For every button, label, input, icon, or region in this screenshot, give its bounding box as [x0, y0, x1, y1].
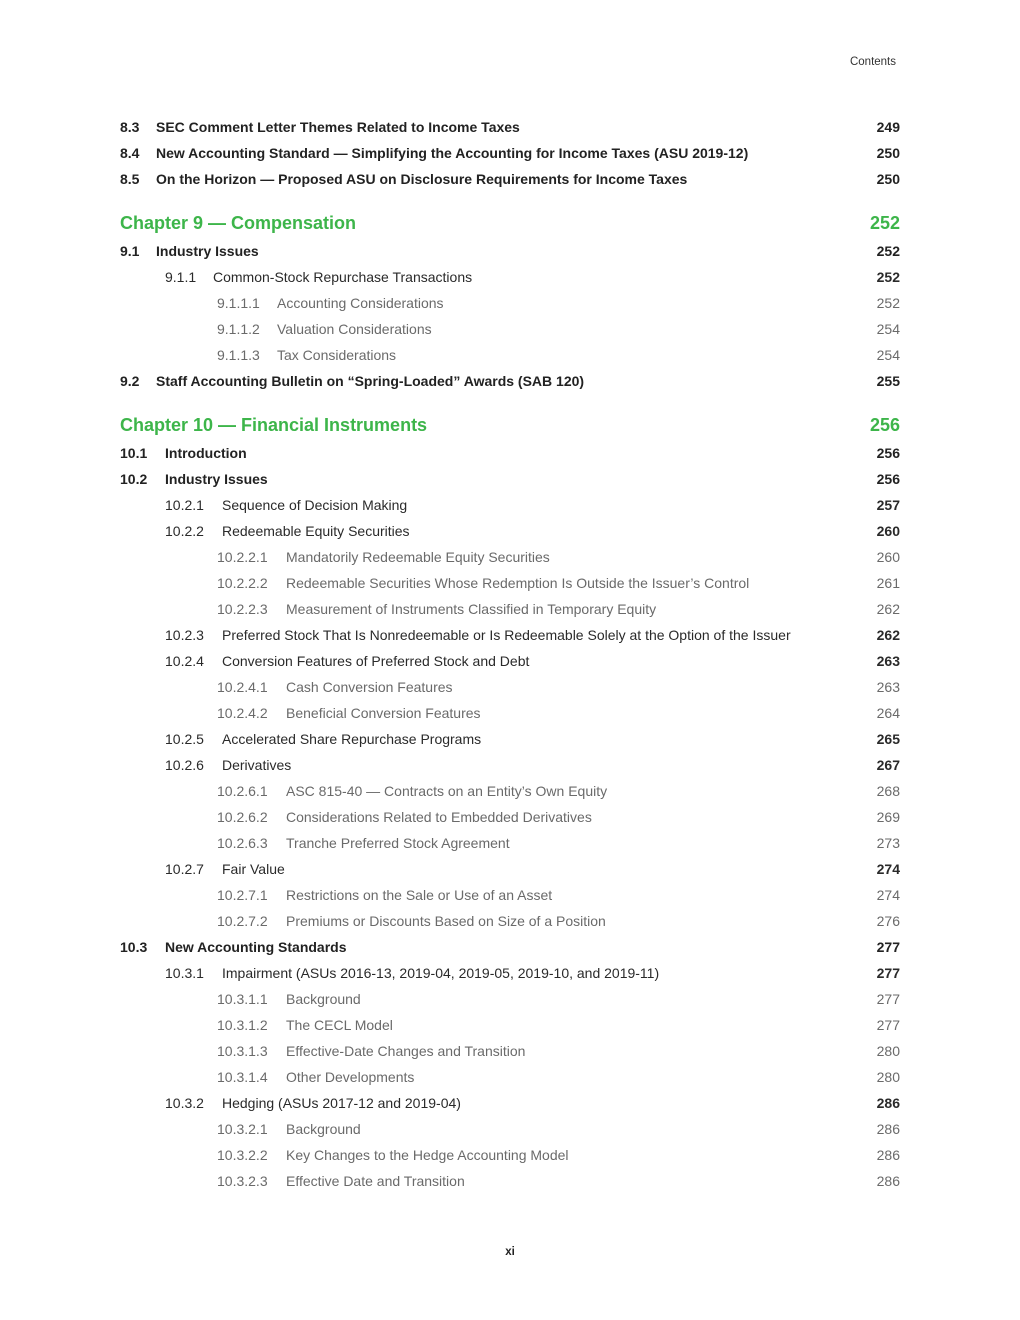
toc-entry-10-3-2-2[interactable]	[120, 1142, 900, 1168]
section-number: 9.1	[120, 243, 140, 259]
toc-entry-10-2-2[interactable]	[120, 518, 900, 544]
page-number: 263	[876, 653, 900, 669]
page-number: 280	[876, 1069, 900, 1085]
toc-entry-9-1-1-1[interactable]	[120, 290, 900, 316]
section-title: Valuation Considerations	[277, 321, 432, 337]
page-number: 276	[876, 913, 900, 929]
section-title: On the Horizon — Proposed ASU on Disclosure Requirements for Income Taxes	[156, 171, 688, 187]
toc-entry-8-5[interactable]	[120, 166, 900, 192]
section-title: Redeemable Equity Securities	[222, 523, 410, 539]
toc-entry-10-3-1[interactable]	[120, 960, 900, 986]
toc-entry-10-2[interactable]	[120, 466, 900, 492]
section-title: New Accounting Standards	[165, 939, 347, 955]
toc-entry-10-3-1-3[interactable]	[120, 1038, 900, 1064]
section-number: 10.3	[120, 939, 148, 955]
section-number: 10.2.2	[165, 523, 204, 539]
table-of-contents	[120, 114, 900, 1194]
section-number: 10.2.7.1	[217, 887, 268, 903]
section-number: 10.3.1.2	[217, 1017, 268, 1033]
toc-entry-10-2-4-2[interactable]	[120, 700, 900, 726]
section-number: 10.2.4.2	[217, 705, 268, 721]
section-number: 10.3.1.3	[217, 1043, 268, 1059]
section-number: 10.2.6	[165, 757, 204, 773]
toc-entry-10-2-6-1[interactable]	[120, 778, 900, 804]
section-title: Impairment (ASUs 2016-13, 2019-04, 2019-05, 2019-10, and 2019-11)	[222, 965, 660, 981]
toc-entry-10-2-2-1[interactable]	[120, 544, 900, 570]
page-number: 255	[876, 373, 900, 389]
toc-entry-10-3-1-1[interactable]	[120, 986, 900, 1012]
chapter-page-number: 256	[869, 415, 900, 435]
section-number: 10.3.1	[165, 965, 204, 981]
page-number: 269	[876, 809, 900, 825]
page-number: 252	[876, 243, 900, 259]
section-number: 10.2.2.3	[217, 601, 268, 617]
section-title: Background	[286, 1121, 361, 1137]
page-number: 257	[876, 497, 900, 513]
section-title: New Accounting Standard — Simplifying the Accounting for Income Taxes (ASU 2019-12)	[156, 145, 749, 161]
toc-entry-10-3-2-1[interactable]	[120, 1116, 900, 1142]
page-number: 286	[876, 1121, 900, 1137]
section-number: 10.2.6.1	[217, 783, 268, 799]
page-number: 256	[876, 445, 900, 461]
section-title: Preferred Stock That Is Nonredeemable or Is Redeemable Solely at the Option of the Issuer	[222, 627, 791, 643]
page-number: 274	[876, 887, 900, 903]
toc-entry-9-1-1-3[interactable]	[120, 342, 900, 368]
section-title: Beneficial Conversion Features	[286, 705, 481, 721]
section-title: Conversion Features of Preferred Stock and Debt	[222, 653, 530, 669]
toc-entry-10-3-1-2[interactable]	[120, 1012, 900, 1038]
section-number: 10.3.1.4	[217, 1069, 268, 1085]
toc-entry-10-2-2-2[interactable]	[120, 570, 900, 596]
section-title: Tranche Preferred Stock Agreement	[286, 835, 510, 851]
page-number: 277	[876, 939, 900, 955]
toc-entry-10-2-7[interactable]	[120, 856, 900, 882]
section-number: 9.1.1.1	[217, 295, 260, 311]
toc-entry-10-2-5[interactable]	[120, 726, 900, 752]
section-title: Staff Accounting Bulletin on “Spring-Loaded” Awards (SAB 120)	[156, 373, 585, 389]
section-title: Sequence of Decision Making	[222, 497, 408, 513]
section-title: Accounting Considerations	[277, 295, 444, 311]
page-number: 267	[876, 757, 900, 773]
page-number: 250	[876, 145, 900, 161]
section-title: Derivatives	[222, 757, 292, 773]
section-title: Other Developments	[286, 1069, 415, 1085]
section-number: 9.1.1	[165, 269, 197, 285]
section-number: 10.3.2.3	[217, 1173, 268, 1189]
chapter-heading-9[interactable]	[120, 208, 900, 238]
section-number: 10.2	[120, 471, 148, 487]
section-number: 10.3.2.1	[217, 1121, 268, 1137]
chapter-heading-10[interactable]	[120, 410, 900, 440]
page-number: 254	[876, 321, 900, 337]
section-number: 10.3.2.2	[217, 1147, 268, 1163]
toc-entry-10-2-4[interactable]	[120, 648, 900, 674]
chapter-title: Chapter 9 — Compensation	[120, 213, 357, 233]
running-head: Contents	[849, 56, 896, 68]
page-number: 286	[876, 1173, 900, 1189]
section-title: Hedging (ASUs 2017-12 and 2019-04)	[222, 1095, 461, 1111]
section-title: Industry Issues	[165, 471, 268, 487]
section-number: 10.2.5	[165, 731, 204, 747]
page-number: 286	[876, 1095, 900, 1111]
page-number: 260	[876, 549, 900, 565]
page-number: 265	[876, 731, 900, 747]
page-number: 254	[876, 347, 900, 363]
section-title: Effective Date and Transition	[286, 1173, 465, 1189]
section-title: Tax Considerations	[277, 347, 397, 363]
section-number: 8.4	[120, 145, 140, 161]
toc-entry-10-2-4-1[interactable]	[120, 674, 900, 700]
section-number: 10.3.1.1	[217, 991, 268, 1007]
section-title: Considerations Related to Embedded Derivatives	[286, 809, 592, 825]
chapter-page-number: 252	[869, 213, 900, 233]
toc-entry-8-4[interactable]	[120, 140, 900, 166]
page-number: 249	[876, 119, 900, 135]
section-title: Measurement of Instruments Classified in Temporary Equity	[286, 601, 657, 617]
page-number: 252	[876, 269, 900, 285]
section-number: 9.2	[120, 373, 140, 389]
page-number: 277	[876, 965, 900, 981]
page-number: 252	[876, 295, 900, 311]
page-number: 261	[876, 575, 900, 591]
section-title: Cash Conversion Features	[286, 679, 453, 695]
toc-entry-9-1-1[interactable]	[120, 264, 900, 290]
page-number: 268	[876, 783, 900, 799]
section-title: Redeemable Securities Whose Redemption Is Outside the Issuer’s Control	[286, 575, 750, 591]
toc-entry-9-2[interactable]	[120, 368, 900, 394]
section-title: Accelerated Share Repurchase Programs	[222, 731, 482, 747]
toc-entry-10-3-1-4[interactable]	[120, 1064, 900, 1090]
page-number: 256	[876, 471, 900, 487]
toc-entry-10-2-2-3[interactable]	[120, 596, 900, 622]
toc-entry-10-2-6-3[interactable]	[120, 830, 900, 856]
page-number: 263	[876, 679, 900, 695]
page-number: 277	[876, 1017, 900, 1033]
toc-entry-10-3[interactable]	[120, 934, 900, 960]
page-number: 264	[876, 705, 900, 721]
section-title: Key Changes to the Hedge Accounting Model	[286, 1147, 569, 1163]
toc-entry-9-1-1-2[interactable]	[120, 316, 900, 342]
section-title: Premiums or Discounts Based on Size of a Position	[286, 913, 606, 929]
page-number: 250	[876, 171, 900, 187]
section-number: 9.1.1.3	[217, 347, 260, 363]
toc-entry-10-2-1[interactable]	[120, 492, 900, 518]
section-number: 8.3	[120, 119, 140, 135]
section-title: Common-Stock Repurchase Transactions	[213, 269, 473, 285]
page-number: 277	[876, 991, 900, 1007]
page-number: 286	[876, 1147, 900, 1163]
toc-entry-10-2-3[interactable]	[120, 622, 900, 648]
section-number: 10.2.4.1	[217, 679, 268, 695]
section-number: 10.2.7	[165, 861, 204, 877]
toc-entry-10-2-7-2[interactable]	[120, 908, 900, 934]
section-title: The CECL Model	[286, 1017, 393, 1033]
section-title: Fair Value	[222, 861, 285, 877]
page-number: 262	[876, 627, 900, 643]
page-number: 274	[876, 861, 900, 877]
section-title: Mandatorily Redeemable Equity Securities	[286, 549, 550, 565]
section-number: 10.2.6.3	[217, 835, 268, 851]
toc-entry-10-3-2[interactable]	[120, 1090, 900, 1116]
toc-entry-9-1[interactable]	[120, 238, 900, 264]
section-title: Effective-Date Changes and Transition	[286, 1043, 526, 1059]
toc-entry-10-2-6[interactable]	[120, 752, 900, 778]
section-title: SEC Comment Letter Themes Related to Income Taxes	[156, 119, 520, 135]
section-number: 10.1	[120, 445, 148, 461]
section-number: 10.3.2	[165, 1095, 204, 1111]
toc-entry-10-2-7-1[interactable]	[120, 882, 900, 908]
toc-entry-8-3[interactable]	[120, 114, 900, 140]
page-number: 280	[876, 1043, 900, 1059]
toc-entry-10-3-2-3[interactable]	[120, 1168, 900, 1194]
section-number: 10.2.3	[165, 627, 204, 643]
section-number: 9.1.1.2	[217, 321, 260, 337]
section-number: 10.2.6.2	[217, 809, 268, 825]
chapter-title: Chapter 10 — Financial Instruments	[120, 415, 428, 435]
toc-entry-10-1[interactable]	[120, 440, 900, 466]
toc-entry-10-2-6-2[interactable]	[120, 804, 900, 830]
page-folio: xi	[505, 1246, 515, 1258]
section-number: 10.2.2.2	[217, 575, 268, 591]
page-number: 260	[876, 523, 900, 539]
section-number: 10.2.4	[165, 653, 204, 669]
section-title: ASC 815-40 — Contracts on an Entity’s Own Equity	[286, 783, 608, 799]
section-title: Background	[286, 991, 361, 1007]
page-number: 273	[876, 835, 900, 851]
section-title: Industry Issues	[156, 243, 259, 259]
page-number: 262	[876, 601, 900, 617]
section-number: 10.2.2.1	[217, 549, 268, 565]
section-number: 10.2.1	[165, 497, 204, 513]
section-number: 10.2.7.2	[217, 913, 268, 929]
section-number: 8.5	[120, 171, 140, 187]
section-title: Introduction	[165, 445, 247, 461]
section-title: Restrictions on the Sale or Use of an Asset	[286, 887, 553, 903]
